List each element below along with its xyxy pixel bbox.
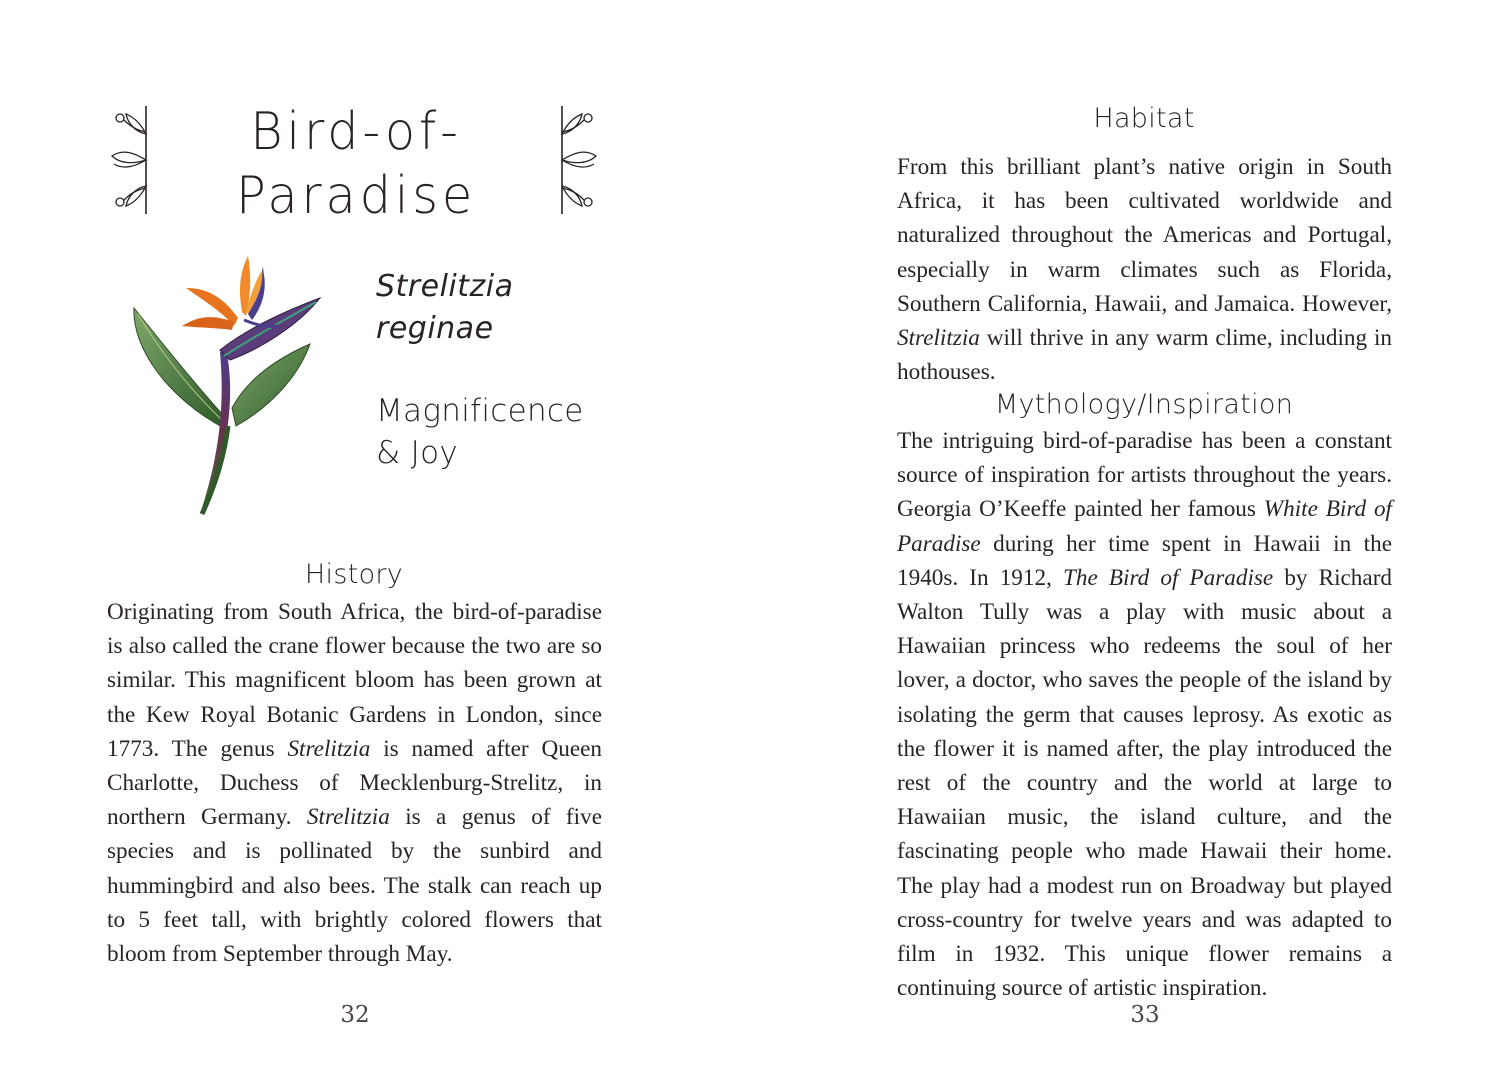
page-title-line-1: Bird-of-: [250, 102, 462, 162]
history-text: is named after Queen Charlotte, Duchess of Mecklenburg-Strelitz, in northern Germany.: [107, 735, 602, 831]
page-number: 33: [1130, 1002, 1160, 1028]
flower-meaning-line-1: Magnificence: [376, 393, 584, 429]
history-heading: History: [304, 559, 404, 590]
floral-ornament-icon: [556, 104, 602, 216]
mythology-text: by Richard Walton Tully was a play with music about a Hawaiian princess who redeems the soul of her lover, a doctor, who saves the people of the island by isolating the germ that causes leprosy. As exotic as the flower it is named after, the play introduced the rest of the country and the world at large to Hawaiian music, the island culture, and the fascinating people who made Hawaii their home. The play had a modest run on Broadway but played cross-country for twelve years and was adapted to film in 1932. This unique flower remains a continuing source of artistic inspiration.: [897, 564, 1393, 1002]
title-block: [106, 100, 606, 226]
habitat-text: From this brilliant plant’s native origin in South Africa, it has been cultivated worldwide and naturalized throughout the Americas and Portugal, especially in warm climates such as Florida, Southern California, Hawaii, and Jamaica. However,: [897, 154, 1392, 317]
scientific-name-line-1: Strelitzia: [376, 269, 514, 304]
history-italic: Strelitzia: [306, 804, 390, 831]
flower-meaning-line-2: & Joy: [376, 435, 458, 471]
mythology-italic: White Bird of Paradise: [897, 496, 1392, 557]
mythology-paragraph: [897, 424, 1392, 1005]
history-text: Originating from South Africa, the bird-of-paradise is also called the crane flower because the two are so similar. This magnificent bloom has been grown at the Kew Royal Botanic Gardens in London, since 1773. The genus: [107, 599, 602, 762]
habitat-heading: Habitat: [1093, 103, 1195, 134]
page-number: 32: [340, 1002, 370, 1028]
right-page: [750, 0, 1500, 1071]
mythology-italic: The Bird of Paradise: [1063, 564, 1274, 591]
mythology-heading: Mythology/Inspiration: [994, 389, 1294, 420]
history-text: is a genus of five species and is pollinated by the sunbird and hummingbird and also bees. The stalk can reach up to 5 feet tall, with brightly colored flowers that bloom from September through May.: [107, 804, 602, 968]
mythology-text: The intriguing bird-of-paradise has been a constant source of inspiration for artists throughout the years. Georgia O’Keeffe painted her famous: [897, 428, 1392, 523]
flower-meaning: [376, 390, 606, 474]
page-title-line-2: Paradise: [235, 166, 477, 226]
bird-of-paradise-illustration: [128, 248, 328, 520]
habitat-paragraph: [897, 150, 1392, 389]
history-italic: Strelitzia: [287, 735, 371, 762]
scientific-name: [376, 266, 596, 350]
habitat-italic: Strelitzia: [897, 325, 980, 352]
mythology-text: during her time spent in Hawaii in the 1940s. In 1912,: [897, 530, 1392, 591]
history-paragraph: [107, 595, 602, 971]
floral-ornament-icon: [106, 104, 152, 216]
scientific-name-line-2: reginae: [376, 311, 494, 346]
habitat-text: will thrive in any warm clime, including in hothouses.: [897, 325, 1392, 386]
